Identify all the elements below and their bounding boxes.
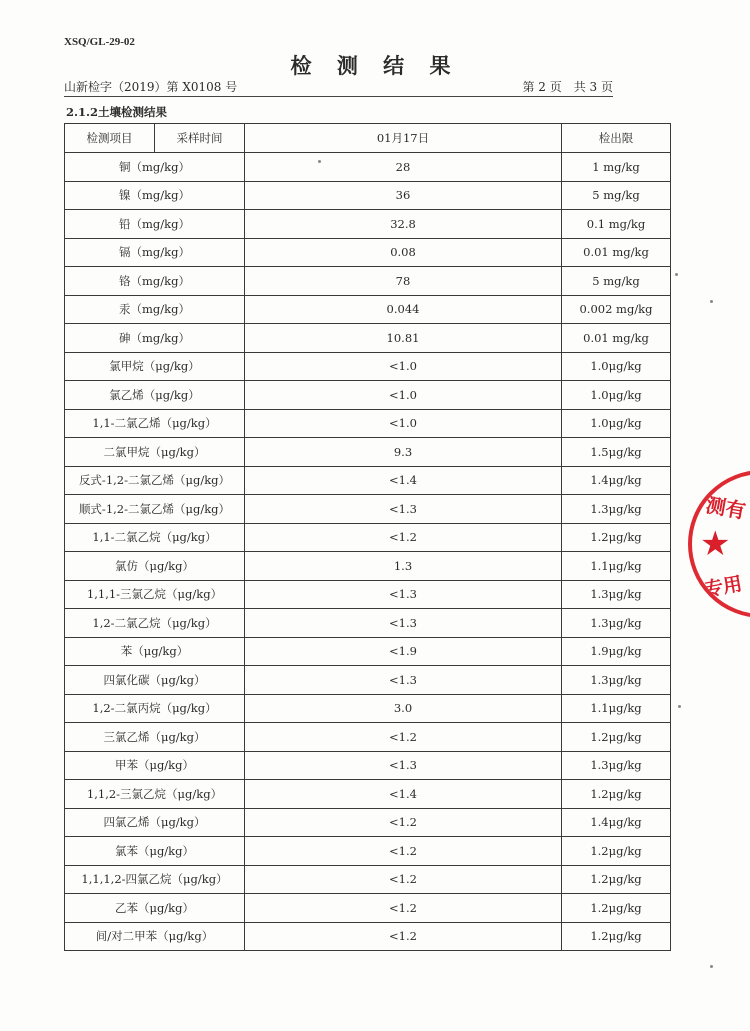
detection-limit-cell: 1.9μg/kg (562, 637, 671, 666)
table-row (65, 780, 671, 809)
table-row (65, 523, 671, 552)
test-item-cell: 二氯甲烷（μg/kg） (65, 438, 245, 467)
result-value-cell: 9.3 (245, 438, 562, 467)
table-row (65, 153, 671, 182)
result-value-cell: 28 (245, 153, 562, 182)
test-item-cell: 1,1,1-三氯乙烷（μg/kg） (65, 580, 245, 609)
test-item-cell: 氯苯（μg/kg） (65, 837, 245, 866)
table-row (65, 409, 671, 438)
header-item: 检测项目 (65, 124, 155, 153)
detection-limit-cell: 1.4μg/kg (562, 466, 671, 495)
table-row (65, 637, 671, 666)
table-row (65, 837, 671, 866)
result-value-cell: <1.9 (245, 637, 562, 666)
seal-text-bottom: 专用 (702, 572, 744, 602)
test-item-cell: 乙苯（μg/kg） (65, 894, 245, 923)
detection-limit-cell: 1.0μg/kg (562, 381, 671, 410)
detection-limit-cell: 1.2μg/kg (562, 523, 671, 552)
detection-limit-cell: 5 mg/kg (562, 267, 671, 296)
table-row (65, 666, 671, 695)
table-row (65, 381, 671, 410)
page-info: 第 2 页 共 3 页 (522, 80, 613, 94)
table-row (65, 210, 671, 239)
detection-limit-cell: 0.01 mg/kg (562, 238, 671, 267)
seal-text-top: 测有 (703, 492, 748, 524)
document-title: 检 测 结 果 (290, 53, 460, 78)
detection-limit-cell: 1.2μg/kg (562, 894, 671, 923)
detection-limit-cell: 1.3μg/kg (562, 495, 671, 524)
detection-limit-cell: 5 mg/kg (562, 181, 671, 210)
table-row (65, 865, 671, 894)
table-header-row (65, 124, 671, 153)
test-item-cell: 四氯化碳（μg/kg） (65, 666, 245, 695)
header-date: 01月17日 (245, 124, 562, 153)
detection-limit-cell: 1.1μg/kg (562, 694, 671, 723)
table-row (65, 609, 671, 638)
result-value-cell: <1.3 (245, 609, 562, 638)
result-value-cell: 10.81 (245, 324, 562, 353)
result-value-cell: <1.3 (245, 751, 562, 780)
detection-limit-cell: 1 mg/kg (562, 153, 671, 182)
table-row (65, 438, 671, 467)
table-row (65, 466, 671, 495)
test-item-cell: 镉（mg/kg） (65, 238, 245, 267)
test-item-cell: 三氯乙烯（μg/kg） (65, 723, 245, 752)
test-item-cell: 间/对二甲苯（μg/kg） (65, 922, 245, 951)
test-item-cell: 1,1,1,2-四氯乙烷（μg/kg） (65, 865, 245, 894)
official-seal (688, 470, 750, 618)
section-title: 2.1.2土壤检测结果 (66, 105, 168, 119)
result-value-cell: 32.8 (245, 210, 562, 239)
result-value-cell: 1.3 (245, 552, 562, 581)
result-value-cell: <1.2 (245, 723, 562, 752)
detection-limit-cell: 1.2μg/kg (562, 865, 671, 894)
result-value-cell: <1.0 (245, 409, 562, 438)
detection-limit-cell: 1.3μg/kg (562, 580, 671, 609)
result-value-cell: <1.0 (245, 381, 562, 410)
test-item-cell: 甲苯（μg/kg） (65, 751, 245, 780)
table-body (65, 153, 671, 951)
detection-limit-cell: 1.2μg/kg (562, 780, 671, 809)
test-item-cell: 1,1-二氯乙烯（μg/kg） (65, 409, 245, 438)
test-item-cell: 四氯乙烯（μg/kg） (65, 808, 245, 837)
table-row (65, 352, 671, 381)
table-row (65, 552, 671, 581)
test-item-cell: 铜（mg/kg） (65, 153, 245, 182)
test-item-cell: 顺式-1,2-二氯乙烯（μg/kg） (65, 495, 245, 524)
table-row (65, 723, 671, 752)
detection-limit-cell: 1.5μg/kg (562, 438, 671, 467)
test-item-cell: 氯乙烯（μg/kg） (65, 381, 245, 410)
result-value-cell: <1.3 (245, 666, 562, 695)
test-item-cell: 1,2-二氯丙烷（μg/kg） (65, 694, 245, 723)
result-value-cell: 0.08 (245, 238, 562, 267)
result-value-cell: 78 (245, 267, 562, 296)
test-item-cell: 氯甲烷（μg/kg） (65, 352, 245, 381)
result-value-cell: 36 (245, 181, 562, 210)
result-value-cell: <1.2 (245, 837, 562, 866)
test-item-cell: 1,2-二氯乙烷（μg/kg） (65, 609, 245, 638)
result-value-cell: 0.044 (245, 295, 562, 324)
test-item-cell: 氯仿（μg/kg） (65, 552, 245, 581)
result-value-cell: <1.3 (245, 580, 562, 609)
detection-limit-cell: 1.4μg/kg (562, 808, 671, 837)
test-item-cell: 1,1-二氯乙烷（μg/kg） (65, 523, 245, 552)
detection-limit-cell: 1.3μg/kg (562, 751, 671, 780)
detection-limit-cell: 0.1 mg/kg (562, 210, 671, 239)
table-row (65, 295, 671, 324)
table-row (65, 267, 671, 296)
table-row (65, 894, 671, 923)
test-item-cell: 镍（mg/kg） (65, 181, 245, 210)
test-item-cell: 反式-1,2-二氯乙烯（μg/kg） (65, 466, 245, 495)
table-row (65, 495, 671, 524)
result-value-cell: <1.4 (245, 466, 562, 495)
table-row (65, 181, 671, 210)
table-row (65, 922, 671, 951)
result-value-cell: <1.3 (245, 495, 562, 524)
report-number: 山新检字（2019）第 X0108 号 (64, 80, 238, 94)
test-item-cell: 苯（μg/kg） (65, 637, 245, 666)
header-limit: 检出限 (562, 124, 671, 153)
reference-line (64, 78, 613, 97)
table-row (65, 694, 671, 723)
result-value-cell: 3.0 (245, 694, 562, 723)
header-sampling-time: 采样时间 (155, 124, 245, 153)
result-value-cell: <1.2 (245, 865, 562, 894)
scan-speck (318, 160, 321, 163)
result-value-cell: <1.0 (245, 352, 562, 381)
scan-speck (710, 300, 713, 303)
test-item-cell: 1,1,2-三氯乙烷（μg/kg） (65, 780, 245, 809)
results-table (64, 123, 671, 951)
document-code: XSQ/GL-29-02 (64, 36, 135, 48)
detection-limit-cell: 0.01 mg/kg (562, 324, 671, 353)
result-value-cell: <1.4 (245, 780, 562, 809)
scan-speck (675, 273, 678, 276)
result-value-cell: <1.2 (245, 523, 562, 552)
table-row (65, 324, 671, 353)
test-item-cell: 砷（mg/kg） (65, 324, 245, 353)
table-row (65, 751, 671, 780)
detection-limit-cell: 1.2μg/kg (562, 922, 671, 951)
scan-speck (678, 705, 681, 708)
table-row (65, 238, 671, 267)
detection-limit-cell: 1.3μg/kg (562, 609, 671, 638)
result-value-cell: <1.2 (245, 922, 562, 951)
seal-star-icon: ★ (700, 524, 731, 564)
detection-limit-cell: 1.0μg/kg (562, 409, 671, 438)
result-value-cell: <1.2 (245, 808, 562, 837)
scan-speck (710, 965, 713, 968)
result-value-cell: <1.2 (245, 894, 562, 923)
detection-limit-cell: 0.002 mg/kg (562, 295, 671, 324)
table-row (65, 580, 671, 609)
detection-limit-cell: 1.0μg/kg (562, 352, 671, 381)
detection-limit-cell: 1.2μg/kg (562, 837, 671, 866)
table-row (65, 808, 671, 837)
detection-limit-cell: 1.3μg/kg (562, 666, 671, 695)
test-item-cell: 铬（mg/kg） (65, 267, 245, 296)
test-item-cell: 铅（mg/kg） (65, 210, 245, 239)
detection-limit-cell: 1.2μg/kg (562, 723, 671, 752)
detection-limit-cell: 1.1μg/kg (562, 552, 671, 581)
test-item-cell: 汞（mg/kg） (65, 295, 245, 324)
